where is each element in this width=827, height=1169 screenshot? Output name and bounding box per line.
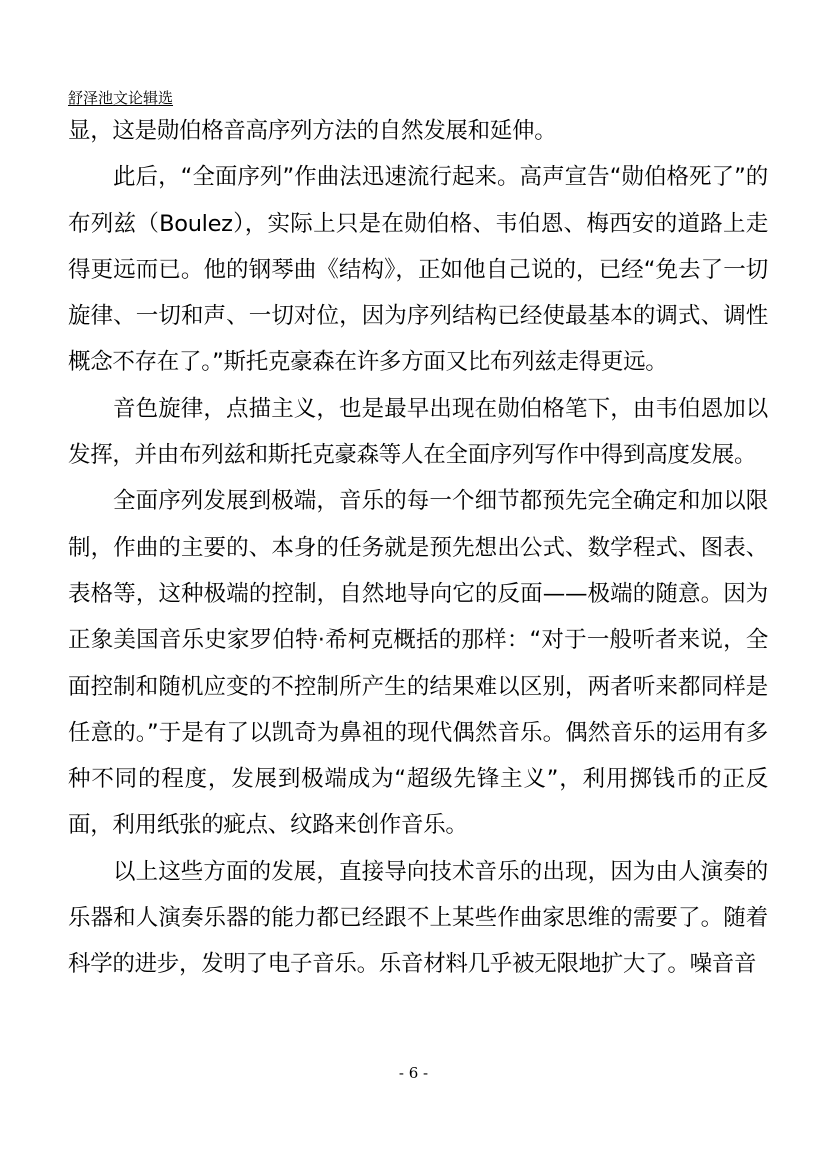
page-number: - 6 - — [398, 1064, 429, 1082]
paragraph-electronic-music: 以上这些方面的发展，直接导向技术音乐的出现，因为由人演奏的乐器和人演奏乐器的能力都已经跟不上某些作曲家思维的需要了。随着科学的进步，发明了电子音乐。乐音材料几乎被无限地扩大了。噪音音 — [68, 858, 768, 978]
running-header-title: 舒泽池文论辑选 — [68, 89, 174, 107]
body-text — [68, 108, 768, 988]
paragraph-total-serialism: 此后，“全面序列”作曲法迅速流行起来。高声宣告“勋伯格死了”的布列兹（Boulez），实际上只是在勋伯格、韦伯恩、梅西安的道路上走得更远而已。他的钢琴曲《结构》，正如他自己说的，已经“免去了一切旋律、一切和声、一切对位，因为序列结构已经使最基本的调式、调性概念不存在了。”斯托克豪森在许多方面又比布列兹走得更远。 — [68, 164, 768, 376]
paragraph-continuation: 显，这是勋伯格音高序列方法的自然发展和延伸。 — [68, 118, 557, 144]
paragraph-aleatoric-music: 全面序列发展到极端，音乐的每一个细节都预先完全确定和加以限制，作曲的主要的、本身的任务就是预先想出公式、数学程式、图表、表格等，这种极端的控制，自然地导向它的反面——极端的随意。因为正象美国音乐史家罗伯特·希柯克概括的那样：“对于一般听者来说，全面控制和随机应变的不控制所产生的结果难以区别，两者听来都同样是任意的。”于是有了以凯奇为鼻祖的现代偶然音乐。偶然音乐的运用有多种不同的程度，发展到极端成为“超级先锋主义”，利用掷钱币的正反面，利用纸张的疵点、纹路来创作音乐。 — [68, 488, 768, 839]
paragraph-tone-color-melody: 音色旋律，点描主义，也是最早出现在勋伯格笔下，由韦伯恩加以发挥，并由布列兹和斯托克豪森等人在全面序列写作中得到高度发展。 — [68, 395, 768, 469]
